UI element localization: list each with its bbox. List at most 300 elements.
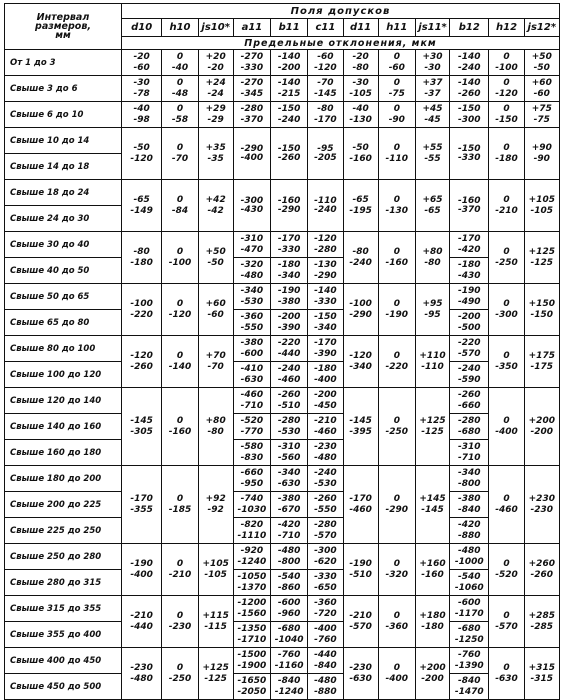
deviation-value: -220 <box>385 361 409 372</box>
deviation-value: +110 <box>419 350 446 361</box>
deviation-cell <box>162 76 198 102</box>
interval-header-line: мм <box>55 30 71 41</box>
deviation-cell <box>198 648 233 700</box>
deviation-value: -145 <box>130 415 153 426</box>
deviation-cell <box>378 284 415 336</box>
table-row <box>5 310 560 336</box>
deviation-value: +30 <box>422 51 443 62</box>
deviations-header: Предельные отклонения, мкм <box>121 37 559 50</box>
deviation-value: -220 <box>130 309 153 320</box>
deviation-cell <box>271 648 308 674</box>
deviation-value: -330 <box>314 296 337 307</box>
deviation-value: -1390 <box>454 660 484 671</box>
deviation-value: -84 <box>171 205 189 216</box>
deviation-cell <box>233 76 270 102</box>
deviation-value: -460 <box>277 374 301 385</box>
deviation-value: -760 <box>314 634 337 645</box>
deviation-cell <box>343 466 378 544</box>
deviation-value: -140 <box>168 361 192 372</box>
deviation-value: -420 <box>277 519 301 530</box>
deviation-cell <box>308 258 343 284</box>
deviation-value: -230 <box>530 504 554 515</box>
deviation-cell <box>450 128 489 180</box>
size-interval-label: Свыше 14 до 18 <box>5 154 122 180</box>
deviation-value: +230 <box>528 493 555 504</box>
deviation-value: -160 <box>168 426 192 437</box>
deviation-value: -630 <box>240 374 264 385</box>
deviation-value: -355 <box>130 504 153 515</box>
deviation-cell <box>271 310 308 336</box>
deviation-value: -210 <box>349 610 372 621</box>
deviation-value: -30 <box>352 77 369 88</box>
deviation-value: -220 <box>458 337 481 348</box>
deviation-cell <box>121 648 161 700</box>
deviation-value: -430 <box>458 270 481 281</box>
deviation-value: -290 <box>277 204 301 215</box>
deviation-cell <box>489 466 524 544</box>
deviation-value: -1000 <box>454 556 484 567</box>
deviation-cell <box>450 492 489 518</box>
deviation-value: -280 <box>458 415 481 426</box>
deviation-value: +200 <box>419 662 446 673</box>
deviation-value: -260 <box>314 493 337 504</box>
deviation-value: -200 <box>421 673 444 684</box>
deviation-cell <box>450 258 489 284</box>
deviation-cell <box>198 128 233 180</box>
deviation-cell <box>524 388 559 466</box>
deviation-value: -180 <box>277 259 301 270</box>
deviation-cell <box>308 128 343 180</box>
deviation-cell <box>343 284 378 336</box>
deviation-value: -95 <box>317 143 334 154</box>
deviation-value: -105 <box>349 88 372 99</box>
deviation-cell <box>308 674 343 700</box>
size-interval-label: Свыше 160 до 180 <box>5 440 122 466</box>
deviation-cell <box>343 180 378 232</box>
deviation-value: -20 <box>352 51 369 62</box>
deviation-cell <box>233 570 270 596</box>
deviation-cell <box>162 284 198 336</box>
deviation-cell <box>162 180 198 232</box>
deviation-value: -500 <box>458 322 481 333</box>
deviation-value: -150 <box>530 309 554 320</box>
deviation-cell <box>489 284 524 336</box>
deviation-cell <box>271 466 308 492</box>
deviation-cell <box>489 180 524 232</box>
deviation-value: -800 <box>458 478 481 489</box>
column-header: d10 <box>121 19 161 37</box>
deviation-cell <box>415 180 449 232</box>
deviation-value: -950 <box>240 478 264 489</box>
deviation-value: -220 <box>277 337 301 348</box>
deviation-value: -149 <box>130 205 153 216</box>
deviation-value: -205 <box>314 152 337 163</box>
deviation-cell <box>121 180 161 232</box>
deviation-value: -400 <box>495 426 518 437</box>
table-row <box>5 492 560 518</box>
table-row <box>5 76 560 102</box>
deviation-value: -340 <box>349 361 372 372</box>
deviation-value: -170 <box>458 233 481 244</box>
deviation-cell <box>415 102 449 128</box>
deviation-value: -330 <box>314 571 337 582</box>
deviation-value: +92 <box>205 493 226 504</box>
deviation-value: -310 <box>240 233 264 244</box>
size-interval-label: Свыше 450 до 500 <box>5 674 122 700</box>
deviation-value: -190 <box>349 558 372 569</box>
deviation-cell <box>233 336 270 362</box>
deviation-value: -120 <box>314 233 337 244</box>
column-header: b11 <box>271 19 308 37</box>
deviation-cell <box>198 544 233 596</box>
deviation-value: -40 <box>352 103 369 114</box>
deviation-cell <box>271 232 308 258</box>
deviation-value: -90 <box>388 114 405 125</box>
deviation-value: -1050 <box>237 571 267 582</box>
deviation-value: 0 <box>393 558 400 569</box>
deviation-value: -50 <box>133 142 150 153</box>
deviation-value: -125 <box>421 426 444 437</box>
deviation-cell <box>198 232 233 284</box>
deviation-value: -230 <box>168 621 192 632</box>
deviation-cell <box>343 388 378 466</box>
deviation-value: -60 <box>133 62 150 73</box>
deviation-value: +50 <box>531 51 552 62</box>
deviation-value: -340 <box>240 285 264 296</box>
deviation-value: -390 <box>277 322 301 333</box>
size-interval-label: Свыше 3 до 6 <box>5 76 122 102</box>
deviation-value: +105 <box>202 558 229 569</box>
deviation-value: 0 <box>503 298 510 309</box>
column-header: h12 <box>489 19 524 37</box>
deviation-value: -240 <box>458 62 481 73</box>
deviation-cell <box>162 128 198 180</box>
deviation-cell <box>198 596 233 648</box>
deviation-value: 0 <box>176 194 184 205</box>
deviation-value: -100 <box>495 62 518 73</box>
deviation-value: -125 <box>530 257 554 268</box>
deviation-cell <box>233 622 270 648</box>
deviation-value: -360 <box>314 597 337 608</box>
deviation-value: 0 <box>393 610 400 621</box>
deviation-value: -92 <box>207 504 224 515</box>
deviation-value: -30 <box>133 77 150 88</box>
deviation-cell <box>121 102 161 128</box>
deviation-value: -830 <box>240 452 264 463</box>
deviation-value: -260 <box>277 389 301 400</box>
size-interval-label: Свыше 100 до 120 <box>5 362 122 388</box>
deviation-value: 0 <box>503 350 510 361</box>
deviation-cell <box>233 362 270 388</box>
deviation-cell <box>450 310 489 336</box>
deviation-cell <box>450 466 489 492</box>
deviation-value: -80 <box>424 257 441 268</box>
deviation-value: -320 <box>385 569 409 580</box>
deviation-cell <box>121 232 161 284</box>
deviation-value: 0 <box>176 103 184 114</box>
deviation-cell <box>524 284 559 336</box>
deviation-value: -310 <box>277 441 301 452</box>
deviation-cell <box>198 102 233 128</box>
deviation-value: -560 <box>277 452 301 463</box>
deviation-value: -380 <box>277 493 301 504</box>
deviation-value: -140 <box>314 285 337 296</box>
deviation-value: -1250 <box>454 634 484 645</box>
deviation-value: -600 <box>458 597 481 608</box>
deviation-value: -270 <box>240 77 264 88</box>
deviation-cell <box>271 336 308 362</box>
size-interval-label: Свыше 250 до 280 <box>5 544 122 570</box>
table-row <box>5 336 560 362</box>
deviation-value: -380 <box>458 493 481 504</box>
deviation-value: -840 <box>458 504 481 515</box>
deviation-value: -960 <box>277 608 301 619</box>
deviation-value: -280 <box>314 519 337 530</box>
deviation-value: -590 <box>458 374 481 385</box>
deviation-value: -460 <box>349 504 372 515</box>
deviation-value: 0 <box>393 298 400 309</box>
deviation-value: -210 <box>168 569 192 580</box>
deviation-cell <box>524 232 559 284</box>
deviation-value: -1470 <box>454 686 484 697</box>
deviation-value: -150 <box>458 103 481 114</box>
deviation-cell <box>415 544 449 596</box>
deviation-value: -140 <box>458 51 481 62</box>
deviation-cell <box>415 466 449 544</box>
deviation-cell <box>233 466 270 492</box>
deviation-cell <box>415 284 449 336</box>
deviation-value: -280 <box>314 244 337 255</box>
column-header: js10* <box>198 19 233 37</box>
deviation-value: -240 <box>277 114 301 125</box>
deviation-value: -260 <box>277 152 301 163</box>
deviation-value: -840 <box>277 675 301 686</box>
deviation-cell <box>271 284 308 310</box>
deviation-value: 0 <box>393 493 400 504</box>
deviation-value: -760 <box>458 649 481 660</box>
deviation-cell <box>343 50 378 76</box>
deviation-value: -185 <box>168 504 192 515</box>
deviation-value: -360 <box>385 621 409 632</box>
deviation-value: +29 <box>205 103 226 114</box>
deviation-cell <box>271 388 308 414</box>
deviation-value: +95 <box>422 298 443 309</box>
deviation-value: -170 <box>314 337 337 348</box>
deviation-value: +125 <box>202 662 229 673</box>
deviation-value: -60 <box>533 88 550 99</box>
deviation-cell <box>162 388 198 466</box>
column-header: c11 <box>308 19 343 37</box>
deviation-value: -105 <box>204 569 227 580</box>
deviation-value: +70 <box>205 350 226 361</box>
deviation-cell <box>121 544 161 596</box>
table-row <box>5 232 560 258</box>
size-interval-label: Свыше 30 до 40 <box>5 232 122 258</box>
deviation-value: 0 <box>393 103 400 114</box>
deviation-cell <box>233 50 270 76</box>
deviation-cell <box>198 336 233 388</box>
deviation-cell <box>121 336 161 388</box>
deviation-cell <box>308 336 343 362</box>
deviation-cell <box>524 50 559 76</box>
size-interval-label: Свыше 225 до 250 <box>5 518 122 544</box>
deviation-value: -115 <box>204 621 227 632</box>
deviation-cell <box>415 76 449 102</box>
deviation-value: -310 <box>458 441 481 452</box>
deviation-value: -190 <box>130 558 153 569</box>
deviation-cell <box>489 648 524 700</box>
deviation-value: -820 <box>240 519 264 530</box>
deviation-value: -70 <box>171 153 189 164</box>
deviation-value: -580 <box>240 441 264 452</box>
deviation-value: -160 <box>421 569 444 580</box>
deviation-value: -60 <box>207 309 224 320</box>
deviation-cell <box>198 180 233 232</box>
deviation-value: -630 <box>349 673 372 684</box>
deviation-cell <box>162 544 198 596</box>
deviation-cell <box>271 440 308 466</box>
deviation-value: -400 <box>385 673 409 684</box>
deviation-value: -520 <box>495 569 518 580</box>
deviation-value: -170 <box>130 493 153 504</box>
deviation-value: -470 <box>240 244 264 255</box>
deviation-value: -260 <box>458 88 481 99</box>
deviation-cell <box>524 648 559 700</box>
deviation-cell <box>308 622 343 648</box>
table-row <box>5 466 560 492</box>
deviation-value: -140 <box>277 51 301 62</box>
size-interval-label: Свыше 400 до 450 <box>5 648 122 674</box>
deviation-value: -180 <box>314 363 337 374</box>
deviation-cell <box>415 388 449 466</box>
deviation-value: -345 <box>240 88 264 99</box>
deviation-value: 0 <box>176 51 184 62</box>
deviation-value: -480 <box>130 673 153 684</box>
deviation-value: -150 <box>458 143 481 154</box>
deviation-value: -670 <box>277 504 301 515</box>
deviation-cell <box>450 180 489 232</box>
size-interval-label: Свыше 200 до 225 <box>5 492 122 518</box>
deviation-value: -260 <box>458 389 481 400</box>
deviation-cell <box>415 128 449 180</box>
size-interval-label: Свыше 280 до 315 <box>5 570 122 596</box>
deviation-value: -290 <box>385 504 409 515</box>
deviation-value: -160 <box>458 195 481 206</box>
deviation-value: -40 <box>133 103 150 114</box>
tolerance-table <box>4 3 560 700</box>
deviation-value: 0 <box>393 142 400 153</box>
deviation-value: -110 <box>385 153 409 164</box>
deviation-cell <box>524 544 559 596</box>
deviation-value: +285 <box>528 610 555 621</box>
deviation-cell <box>450 622 489 648</box>
deviation-value: -1200 <box>237 597 267 608</box>
deviation-cell <box>378 50 415 76</box>
deviation-value: -1040 <box>274 634 304 645</box>
deviation-cell <box>198 284 233 336</box>
deviation-cell <box>308 232 343 258</box>
deviation-value: -290 <box>240 143 264 154</box>
deviation-value: -290 <box>349 309 372 320</box>
table-row <box>5 414 560 440</box>
tolerance-table-sheet <box>4 3 560 697</box>
deviation-cell <box>308 310 343 336</box>
deviation-value: +115 <box>202 610 229 621</box>
deviation-value: -530 <box>314 478 337 489</box>
table-row <box>5 596 560 622</box>
deviation-value: -45 <box>424 114 441 125</box>
deviation-value: -200 <box>530 426 554 437</box>
deviation-value: -60 <box>388 62 405 73</box>
deviation-value: 0 <box>393 246 400 257</box>
deviation-value: -140 <box>458 77 481 88</box>
deviation-value: -175 <box>530 361 554 372</box>
deviation-value: +80 <box>422 246 443 257</box>
deviation-cell <box>450 336 489 362</box>
deviation-cell <box>233 492 270 518</box>
deviation-value: -120 <box>130 350 153 361</box>
deviation-value: +65 <box>422 194 443 205</box>
table-row <box>5 622 560 648</box>
deviation-cell <box>308 50 343 76</box>
deviation-value: -58 <box>171 114 189 125</box>
size-interval-label: Свыше 10 до 14 <box>5 128 122 154</box>
deviation-value: -380 <box>240 337 264 348</box>
deviation-value: -480 <box>277 545 301 556</box>
interval-header-line: Интервал <box>36 12 90 23</box>
deviation-value: -230 <box>314 441 337 452</box>
deviation-value: -305 <box>130 426 153 437</box>
deviation-value: -78 <box>133 88 150 99</box>
column-header: js11* <box>415 19 449 37</box>
deviation-value: -80 <box>133 246 150 257</box>
deviation-value: 0 <box>503 77 510 88</box>
deviation-value: -30 <box>424 62 441 73</box>
size-interval-label: Свыше 140 до 160 <box>5 414 122 440</box>
deviation-cell <box>271 362 308 388</box>
deviation-cell <box>378 336 415 388</box>
deviation-cell <box>271 76 308 102</box>
deviation-cell <box>198 50 233 76</box>
size-interval-label: Свыше 6 до 10 <box>5 102 122 128</box>
deviation-cell <box>450 284 489 310</box>
deviation-value: +160 <box>419 558 446 569</box>
table-row <box>5 388 560 414</box>
deviation-value: -145 <box>421 504 444 515</box>
size-interval-label: От 1 до 3 <box>5 50 122 76</box>
size-interval-label: Свыше 50 до 65 <box>5 284 122 310</box>
deviation-value: -120 <box>495 88 518 99</box>
deviation-value: -70 <box>317 77 334 88</box>
deviation-cell <box>524 102 559 128</box>
deviation-value: +105 <box>528 194 555 205</box>
deviation-value: -210 <box>130 610 153 621</box>
deviation-value: -24 <box>207 88 224 99</box>
deviation-value: -460 <box>240 389 264 400</box>
deviation-value: -1110 <box>237 530 267 541</box>
deviation-value: -510 <box>349 569 372 580</box>
deviation-value: 0 <box>503 493 510 504</box>
deviation-cell <box>308 284 343 310</box>
deviation-value: -50 <box>352 142 369 153</box>
deviation-value: -330 <box>240 62 264 73</box>
deviation-value: -840 <box>314 660 337 671</box>
deviation-value: -230 <box>130 662 153 673</box>
deviation-value: -110 <box>421 361 444 372</box>
table-row <box>5 180 560 206</box>
deviation-value: -320 <box>240 259 264 270</box>
deviation-value: -300 <box>458 114 481 125</box>
